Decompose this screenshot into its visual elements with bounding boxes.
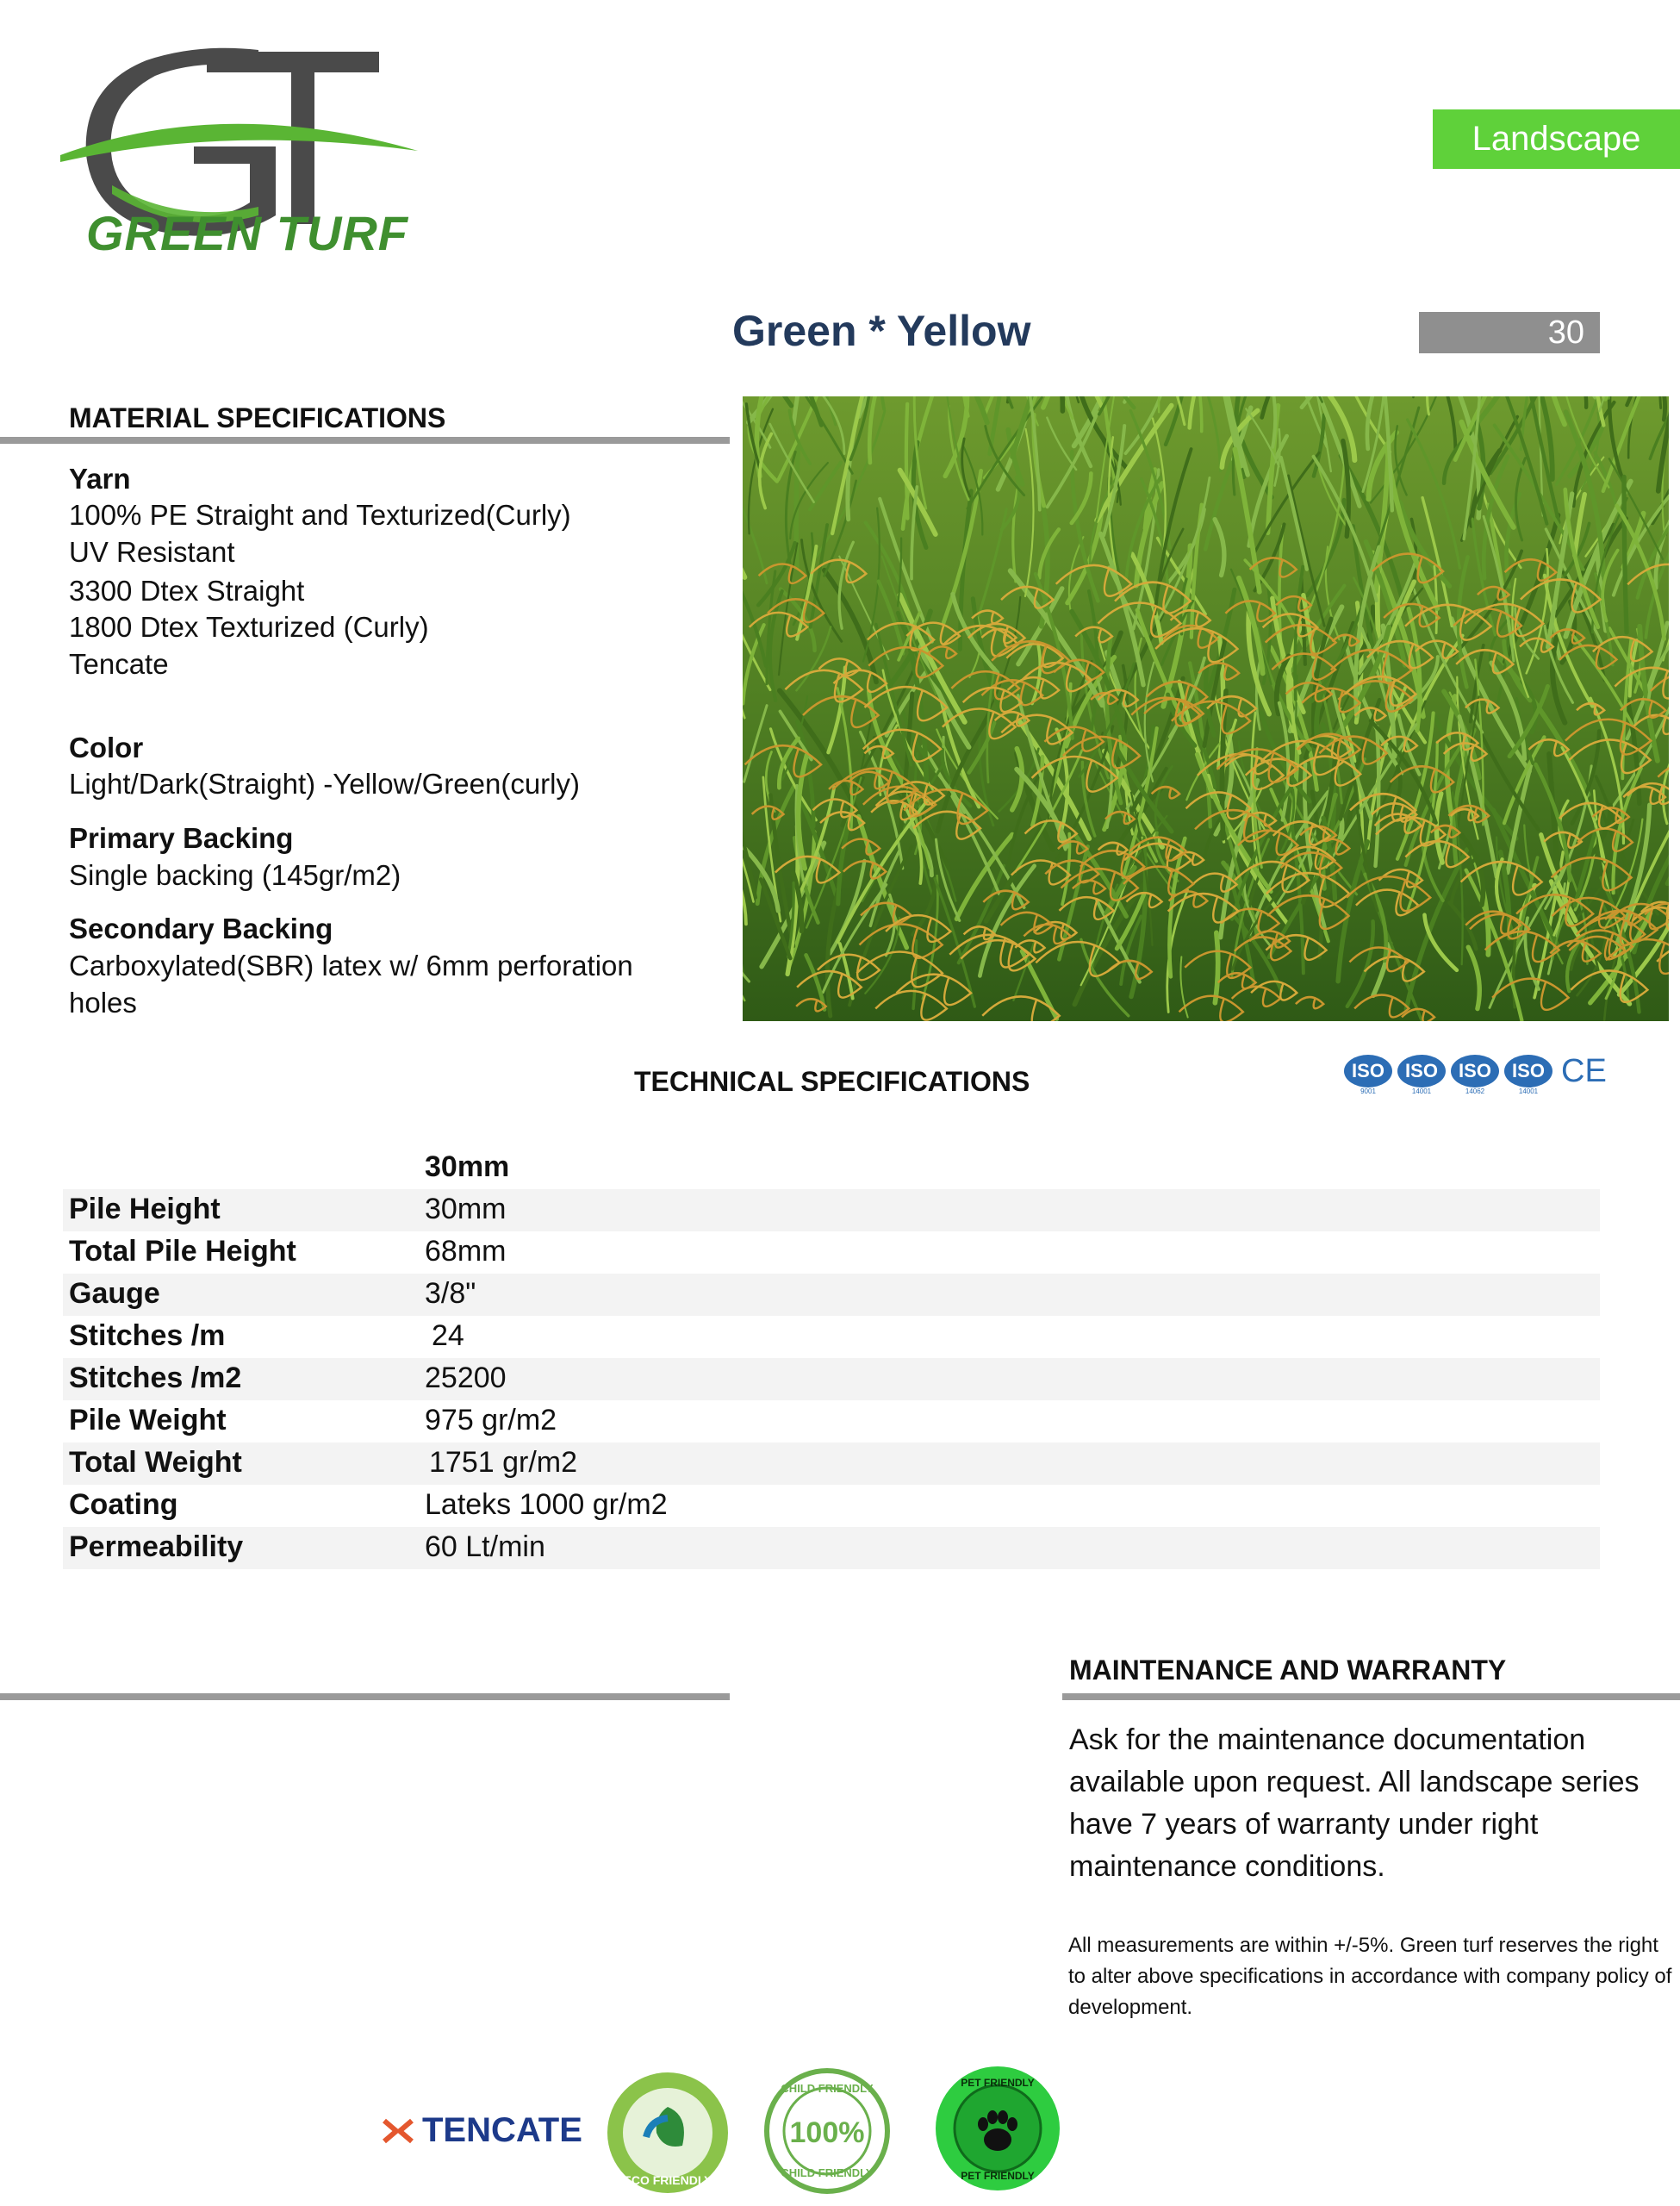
ce-mark-icon: CE xyxy=(1561,1053,1607,1089)
certifications xyxy=(1344,1055,1607,1095)
svg-text:PET FRIENDLY: PET FRIENDLY xyxy=(961,2170,1035,2182)
product-number: 30 xyxy=(1419,312,1600,353)
table-row xyxy=(63,1358,1600,1400)
spec-label: Permeability xyxy=(69,1530,244,1563)
table-row xyxy=(63,1527,1600,1569)
section-divider xyxy=(0,1693,730,1700)
tencate-icon xyxy=(381,2114,415,2148)
svg-text:ECO FRIENDLY: ECO FRIENDLY xyxy=(623,2173,712,2187)
material-heading-rule xyxy=(0,437,730,444)
iso-14001-badge: ISO 14001 xyxy=(1397,1055,1446,1095)
secondary-backing-title: Secondary Backing xyxy=(69,913,333,944)
child-friendly-seal xyxy=(762,2066,892,2196)
iso-14062-badge: ISO 14062 xyxy=(1451,1055,1499,1095)
table-row xyxy=(63,1316,1600,1358)
spec-value: 30mm xyxy=(425,1193,507,1225)
yarn-line: 3300 Dtex Straight xyxy=(69,575,305,607)
iso-14001-badge: ISO 14001 xyxy=(1504,1055,1552,1095)
secondary-backing-line: holes xyxy=(69,987,137,1019)
yarn-line: 100% PE Straight and Texturized(Curly) xyxy=(69,499,571,531)
spec-label: Gauge xyxy=(69,1277,160,1310)
spec-value: Lateks 1000 gr/m2 xyxy=(425,1488,668,1521)
spec-value: 60 Lt/min xyxy=(425,1530,545,1563)
spec-value: 3/8" xyxy=(425,1277,476,1310)
spec-value: 25200 xyxy=(425,1362,507,1394)
iso-icon: ISO xyxy=(1451,1055,1499,1087)
spec-label: Total Pile Height xyxy=(69,1235,296,1268)
table-row xyxy=(63,1274,1600,1316)
maintenance-heading: MAINTENANCE AND WARRANTY xyxy=(1069,1654,1507,1686)
product-title: Green * Yellow xyxy=(732,307,1031,355)
primary-backing-title: Primary Backing xyxy=(69,822,294,854)
pet-friendly-seal xyxy=(933,2064,1062,2193)
category-badge: Landscape xyxy=(1433,109,1680,169)
color-line: Light/Dark(Straight) -Yellow/Green(curly) xyxy=(69,768,580,800)
iso-icon: ISO xyxy=(1397,1055,1446,1087)
spec-label: Coating xyxy=(69,1488,178,1521)
table-row xyxy=(63,1189,1600,1231)
material-spec-heading: MATERIAL SPECIFICATIONS xyxy=(69,402,446,433)
primary-backing-line: Single backing (145gr/m2) xyxy=(69,859,401,891)
technical-spec-heading: TECHNICAL SPECIFICATIONS xyxy=(634,1066,1030,1097)
brand-name: GREEN TURF xyxy=(86,206,408,260)
spec-label: Stitches /m2 xyxy=(69,1362,242,1394)
yarn-line: 1800 Dtex Texturized (Curly) xyxy=(69,611,429,643)
iso-icon: ISO xyxy=(1344,1055,1392,1087)
tencate-logo xyxy=(381,2111,582,2150)
table-row xyxy=(63,1231,1600,1274)
iso-9001-badge: ISO 9001 xyxy=(1344,1055,1392,1095)
spec-value: 24 xyxy=(432,1319,464,1352)
yarn-title: Yarn xyxy=(69,463,131,495)
maintenance-heading-rule xyxy=(1062,1693,1680,1700)
svg-text:CHILD FRIENDLY: CHILD FRIENDLY xyxy=(781,2082,874,2095)
iso-icon: ISO xyxy=(1504,1055,1552,1087)
turf-photo xyxy=(743,396,1669,1021)
maintenance-text: Ask for the maintenance documentation available upon request. All landscape series have 7 years of warranty under right maintenance conditions. xyxy=(1069,1723,1640,1883)
yarn-line: UV Resistant xyxy=(69,536,235,568)
table-row xyxy=(63,1485,1600,1527)
spec-label: Stitches /m xyxy=(69,1319,226,1352)
table-row xyxy=(63,1400,1600,1443)
spec-label: Pile Weight xyxy=(69,1404,227,1436)
disclaimer-text: All measurements are within +/-5%. Green turf reserves the right to alter above specifications in accordance with company policy of development. xyxy=(1068,1934,1672,2019)
svg-text:CHILD FRIENDLY: CHILD FRIENDLY xyxy=(781,2166,874,2179)
spec-value: 1751 gr/m2 xyxy=(429,1446,577,1479)
color-title: Color xyxy=(69,732,144,763)
table-row xyxy=(63,1443,1600,1485)
svg-text:PET FRIENDLY: PET FRIENDLY xyxy=(961,2077,1035,2089)
eco-friendly-seal xyxy=(603,2068,732,2197)
yarn-line: Tencate xyxy=(69,648,169,680)
svg-text:100%: 100% xyxy=(789,2116,865,2149)
table-column-header: 30mm xyxy=(425,1150,510,1183)
spec-value: 975 gr/m2 xyxy=(425,1404,557,1436)
spec-label: Pile Height xyxy=(69,1193,221,1225)
secondary-backing-line: Carboxylated(SBR) latex w/ 6mm perforation xyxy=(69,950,633,981)
tencate-label: TENCATE xyxy=(422,2111,582,2149)
spec-label: Total Weight xyxy=(69,1446,242,1479)
spec-value: 68mm xyxy=(425,1235,507,1268)
